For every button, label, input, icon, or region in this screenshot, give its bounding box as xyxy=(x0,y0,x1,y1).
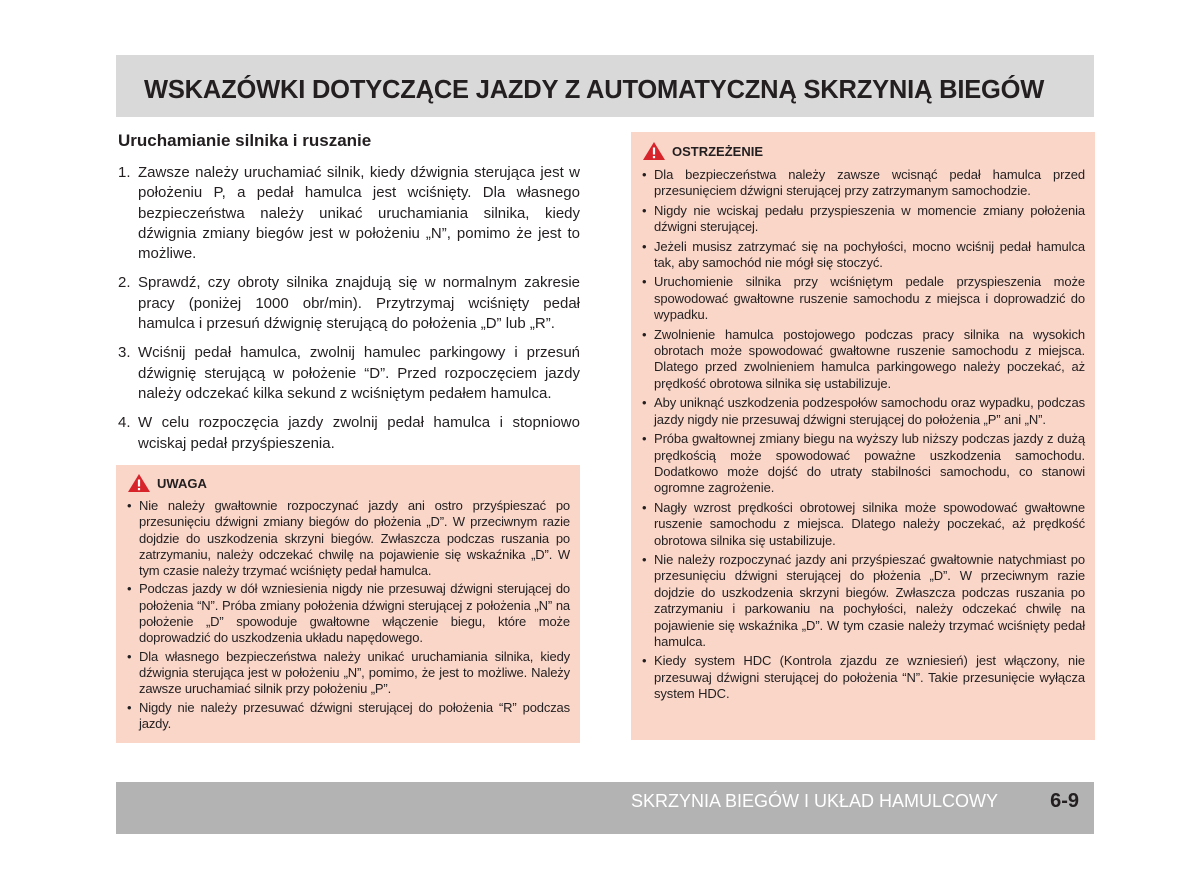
caution-label: UWAGA xyxy=(157,475,207,491)
step-text: W celu rozpoczęcia jazdy zwolnij pedał hamulca i stopniowo wciskaj pedał przyśpieszenia. xyxy=(138,414,580,452)
warning-item-text: Zwolnienie hamulca postojowego podczas pracy silnika na wysokich obrotach może spowodować gwałtowne ruszenie samochodu z miejsca. Dlatego przed zwolnieniem hamulca parkingowego należy poczekać, aż prędkość obrotowa silnika się ustabilizuje. xyxy=(654,326,1085,391)
steps-list xyxy=(116,163,580,463)
step-item xyxy=(116,343,580,404)
warning-item-text: Nigdy nie wciskaj pedału przyspieszenia w momencie zmiany położenia dźwigni sterującej. xyxy=(654,202,1085,235)
warning-item: • Uruchomienie silnika przy wciśniętym pedale przyspieszenia może spowodować gwałtowne ruszenie samochodu z miejsca i doprowadzić do wypadku. xyxy=(642,274,1085,323)
caution-box xyxy=(116,465,580,743)
caution-item-text: Dla własnego bezpieczeństwa należy unikać uruchamiania silnika, kiedy dźwignia sterująca jest w położeniu „N”, pomimo, że jest to możliwe. Należy zawsze uruchamiać silnik przy położeniu „P”. xyxy=(139,648,570,697)
warning-box xyxy=(631,132,1095,740)
caution-item-text: Nie należy gwałtownie rozpoczynać jazdy ani ostro przyśpieszać po przesunięciu dźwigni zmiany biegów do płożenia „D”. W przeciwnym razie dojdzie do uszkodzenia skrzyni biegów. Zwłaszcza podczas ruszania po zatrzymaniu, należy odczekać chwilę na pojawienie się wskaźnika „D”. W tym czasie należy trzymać wciśnięty pedał hamulca. xyxy=(139,498,570,579)
step-item xyxy=(116,413,580,454)
warning-item-text: Nagły wzrost prędkości obrotowej silnika może spowodować gwałtowne ruszenie samochodu z miejsca. Dlatego należy poczekać, aż prędkość obrotowa silnika się ustabilizuje. xyxy=(654,499,1085,548)
warning-item-text: Dla bezpieczeństwa należy zawsze wcisnąć pedał hamulca przed przesunięciem dźwigni sterującej przy zatrzymanym samochodzie. xyxy=(654,167,1085,199)
warning-item-text: Uruchomienie silnika przy wciśniętym pedale przyspieszenia może spowodować gwałtowne ruszenie samochodu z miejsca i doprowadzić do wypadku. xyxy=(654,274,1085,323)
caution-item: • Dla własnego bezpieczeństwa należy unikać uruchamiania silnika, kiedy dźwignia sterująca jest w położeniu „N”, pomimo, że jest to możliwe. Należy zawsze uruchamiać silnik przy położeniu „P”. xyxy=(127,648,570,697)
warning-item: • Nagły wzrost prędkości obrotowej silnika może spowodować gwałtowne ruszenie samochodu z miejsca. Dlatego należy poczekać, aż prędkość obrotowa silnika się ustabilizuje. xyxy=(642,499,1085,548)
warning-item-text: Aby uniknąć uszkodzenia podzespołów samochodu oraz wypadku, podczas jazdy nigdy nie przesuwaj dźwigni sterującej do położenia „P” ani „N”. xyxy=(654,395,1085,427)
footer-bar xyxy=(116,782,1094,834)
caution-list xyxy=(127,498,570,732)
step-number: 4. xyxy=(118,414,131,432)
warning-triangle-icon xyxy=(642,141,666,161)
caution-header xyxy=(127,473,570,493)
warning-item: • Kiedy system HDC (Kontrola zjazdu ze wzniesień) jest włączony, nie przesuwaj dźwigni sterującej do położenia “N”. Takie przesunięcie wyłącza system HDC. xyxy=(642,653,1085,702)
caution-item: • Podczas jazdy w dół wzniesienia nigdy nie przesuwaj dźwigni sterującej do położenia “N”. Próba zmiany położenia dźwigni sterującej z położenia „N” na położenie „D” spowoduje gwałtowne włączenie biegu, które może doprowadzić do uszkodzenia układu napędowego. xyxy=(127,581,570,646)
warning-item-text: Jeżeli musisz zatrzymać się na pochyłości, mocno wciśnij pedał hamulca tak, aby samochód nie mógł się stoczyć. xyxy=(654,238,1085,271)
warning-item: • Aby uniknąć uszkodzenia podzespołów samochodu oraz wypadku, podczas jazdy nigdy nie przesuwaj dźwigni sterującej do położenia „P” ani „N”. xyxy=(642,395,1085,427)
caution-item-text: Nigdy nie należy przesuwać dźwigni sterującej do położenia “R” podczas jazdy. xyxy=(139,699,570,731)
step-number: 2. xyxy=(118,274,131,292)
warning-list xyxy=(642,167,1085,703)
section-heading: Uruchamianie silnika i ruszanie xyxy=(118,131,372,150)
step-number: 1. xyxy=(118,164,131,181)
warning-item-text: Kiedy system HDC (Kontrola zjazdu ze wzniesień) jest włączony, nie przesuwaj dźwigni sterującej do położenia “N”. Takie przesunięcie wyłącza system HDC. xyxy=(654,653,1085,702)
warning-label: OSTRZEŻENIE xyxy=(672,143,764,159)
warning-item-text: Nie należy rozpoczynać jazdy ani przyśpieszać gwałtownie natychmiast po przesunięciu dźwigni sterującej do płożenia „D”. W przeciwnym razie dojdzie do uszkodzenia skrzyni biegów. Zwłaszcza podczas ruszania po zatrzymaniu i parkowaniu na pochyłości, należy odczekać chwilę na pojawienie się wskaźnika „D”. W tym czasie należy trzymać wciśnięty pedał hamulca. xyxy=(654,551,1085,649)
warning-triangle-icon xyxy=(127,473,151,493)
step-item xyxy=(116,273,580,334)
warning-item: • Nie należy rozpoczynać jazdy ani przyśpieszać gwałtownie natychmiast po przesunięciu dźwigni sterującej do płożenia „D”. W przeciwnym razie dojdzie do uszkodzenia skrzyni biegów. Zwłaszcza podczas ruszania po zatrzymaniu i parkowaniu na pochyłości, należy odczekać chwilę na pojawienie się wskaźnika „D”. W tym czasie należy trzymać wciśnięty pedał hamulca. xyxy=(642,551,1085,649)
caution-item-text: Podczas jazdy w dół wzniesienia nigdy nie przesuwaj dźwigni sterującej do położenia “N”. Próba zmiany położenia dźwigni sterującej z położenia „N” na położenie „D” spowoduje gwałtowne włączenie biegu, które może doprowadzić do uszkodzenia układu napędowego. xyxy=(139,581,570,646)
step-text: Wciśnij pedał hamulca, zwolnij hamulec parkingowy i przesuń dźwignię sterującą w położenie “D”. Przed rozpoczęciem jazdy należy odczekać kilka sekund z wciśniętym pedałem hamulca. xyxy=(138,344,580,402)
step-text: Sprawdź, czy obroty silnika znajdują się w normalnym zakresie pracy (poniżej 1000 obr/min). Przytrzymaj wciśnięty pedał hamulca i przesuń dźwignię sterującą do położenia „D” lub „R”. xyxy=(138,274,580,333)
caution-item: • Nie należy gwałtownie rozpoczynać jazdy ani ostro przyśpieszać po przesunięciu dźwigni zmiany biegów do płożenia „D”. W przeciwnym razie dojdzie do uszkodzenia skrzyni biegów. Zwłaszcza podczas ruszania po zatrzymaniu, należy odczekać chwilę na pojawienie się wskaźnika „D”. W tym czasie należy trzymać wciśnięty pedał hamulca. xyxy=(127,498,570,579)
step-number: 3. xyxy=(118,344,131,362)
chapter-title: SKRZYNIA BIEGÓW I UKŁAD HAMULCOWY xyxy=(630,791,998,811)
warning-header xyxy=(642,141,1085,161)
warning-item: • Nigdy nie wciskaj pedału przyspieszenia w momencie zmiany położenia dźwigni sterującej. xyxy=(642,202,1085,235)
warning-item: • Próba gwałtownej zmiany biegu na wyższy lub niższy podczas jazdy z dużą prędkością może spowodować poważne uszkodzenia samochodu. Dodatkowo może dojść do utraty stabilności samochodu, co stanowi ogromne zagrożenie. xyxy=(642,431,1085,496)
title-bar xyxy=(116,55,1094,117)
page-title: WSKAZÓWKI DOTYCZĄCE JAZDY Z AUTOMATYCZNĄ SKRZYNIĄ BIEGÓW xyxy=(144,76,1045,104)
step-text: Zawsze należy uruchamiać silnik, kiedy dźwignia sterująca jest w położeniu P, a pedał hamulca jest wciśnięty. Dla własnego bezpieczeństwa należy unikać uruchamiania silnika, kiedy dźwignia zmiany biegów jest w położeniu „N”, pomimo że jest to możliwe. xyxy=(138,164,580,263)
page-number: 6-9 xyxy=(1050,790,1079,812)
warning-item: • Zwolnienie hamulca postojowego podczas pracy silnika na wysokich obrotach może spowodować gwałtowne ruszenie samochodu z miejsca. Dlatego przed zwolnieniem hamulca parkingowego należy poczekać, aż prędkość obrotowa silnika się ustabilizuje. xyxy=(642,326,1085,391)
warning-item-text: Próba gwałtownej zmiany biegu na wyższy lub niższy podczas jazdy z dużą prędkością może spowodować poważne uszkodzenia samochodu. Dodatkowo może dojść do utraty stabilności samochodu, co stanowi ogromne zagrożenie. xyxy=(654,431,1085,496)
warning-item: • Dla bezpieczeństwa należy zawsze wcisnąć pedał hamulca przed przesunięciem dźwigni sterującej przy zatrzymanym samochodzie. xyxy=(642,167,1085,199)
caution-item: • Nigdy nie należy przesuwać dźwigni sterującej do położenia “R” podczas jazdy. xyxy=(127,699,570,731)
step-item xyxy=(116,163,580,264)
warning-item: • Jeżeli musisz zatrzymać się na pochyłości, mocno wciśnij pedał hamulca tak, aby samochód nie mógł się stoczyć. xyxy=(642,238,1085,271)
